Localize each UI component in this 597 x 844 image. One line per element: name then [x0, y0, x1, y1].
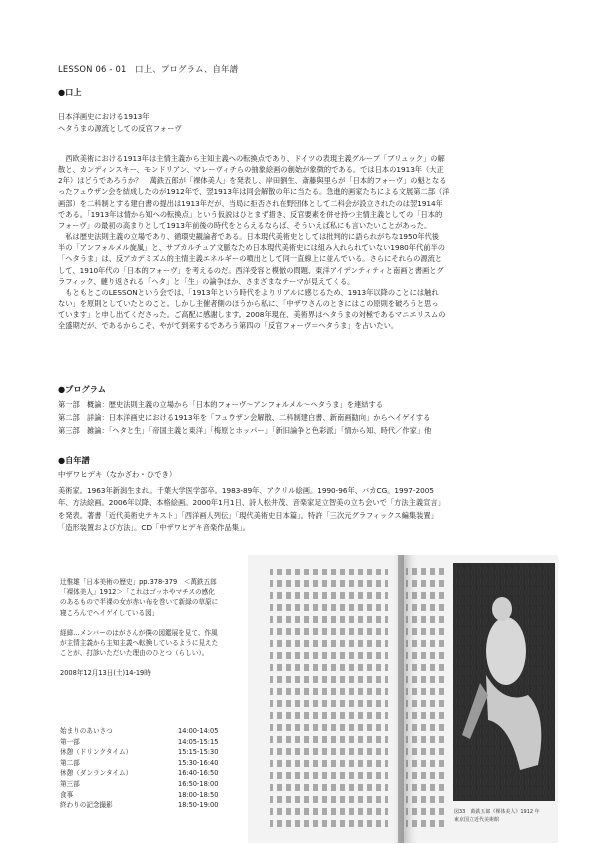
- book-spread-illustration: [248, 555, 558, 843]
- body-line: フォーヴ」の最初の高まりとして1913年前後の時代をとらえるならば、そういえば私にも言いたいことがあった。: [58, 220, 432, 230]
- side-note-line: 辻惟雄「日本美術の歴史」pp.378-379 ＜萬鉄五郎: [60, 578, 217, 586]
- lesson-title: LESSON 06 - 01 口上、プログラム、自年譜: [58, 64, 239, 74]
- schedule-row: [60, 779, 218, 790]
- body-line: 「ヘタうま」は、反アカデミズム的主情主義エネルギーの噴出として同一直線上に並んでいる。さらにそれらの源流と: [58, 254, 443, 264]
- schedule-row: [60, 768, 218, 779]
- schedule-time: 14:00-14:05: [178, 727, 219, 735]
- schedule-table: [60, 726, 218, 811]
- book-scan-image: [248, 555, 558, 843]
- schedule-row: [60, 800, 218, 811]
- body-line: 2年）はどうであろうか？ 萬鉄五郎が「裸体美人」を発表し、岸田劉生、斎藤與里らが「日本的フォーヴ」の魁となる: [58, 176, 447, 186]
- nenpu-line: 年、方法絵画。2006年以降、本格絵画。2000年1月1日、詩人松井茂、音楽家足立智美の立ち会いで「方法主義宣言」: [58, 498, 445, 508]
- nenpu-name: 中ザワヒデキ（なかざわ・ひでき）: [58, 470, 177, 479]
- body-line: ったフュウザン会を結成したのが1912年で、翌1913年は同会解散の年に当たる。急進的画家たちによる文展第二部（洋: [58, 187, 450, 197]
- program-part: 第三部: [58, 426, 80, 435]
- program-part: 第一部: [58, 400, 80, 409]
- koujou-heading: ●口上: [58, 87, 82, 97]
- body-line: ない」を原則としていたとのこと。しかし主催者側のほうから私に、「中ザワさんのときにはこの原則を破ろうと思っ: [58, 299, 439, 309]
- body-line: 画部）を二科制とする建白書の提出は1913年だが、当局に拒否され在野団体として二科会が設立されたのは翌1914年: [58, 198, 443, 208]
- schedule-row: [60, 726, 218, 737]
- program-row-2: [58, 413, 430, 423]
- program-part: 第二部: [58, 413, 80, 422]
- schedule-time: 18:00-18:50: [178, 790, 219, 799]
- program-text: 雑論：「ヘタと生」「帝国主義と東洋」「梅原とホッパー」「新旧論争と色彩派」「情から知、時代／作家」他: [87, 426, 432, 435]
- side-note-line: のあるもので半裸の女が赤い布を巻いて新緑の草原に: [60, 598, 219, 607]
- schedule-row: [60, 758, 218, 769]
- program-row-1: [58, 400, 383, 410]
- schedule-time: 16:40-16:50: [178, 769, 219, 778]
- spacer: [60, 618, 218, 628]
- side-note-line: 「裸体美人」1912＞「これはゴッホやマチスの感化: [60, 588, 215, 597]
- schedule-item: 第一部: [60, 737, 80, 746]
- body-line: 散と、カンディンスキー、モンドリアン、マレーヴィチらの抽象絵画の創始が象徴的である。では日本の1913年（大正: [58, 165, 444, 175]
- program-text: 詳論：日本洋画史における1913年を「フュウザン会解散、二科制建白書、新南画勧向」からヘイゲイする: [87, 413, 431, 422]
- schedule-time: 14:05-15:15: [178, 737, 219, 746]
- painting-caption-1: 図33 萬鉄五郎《裸体美人》1912 年: [454, 809, 540, 815]
- schedule-row: [60, 790, 218, 801]
- body-line: 私は歴史法則主義の立場であり、循環史観論者である。日本現代美術史としては批判的に語られがちな1950年代後: [58, 232, 439, 242]
- body-line: 全盛期だが、であるからこそ、やがて到来するであろう第四の「反官フォーヴ＝ヘタうま」を占いたい。: [58, 321, 399, 331]
- schedule-item: 食事: [60, 790, 74, 799]
- event-date: 2008年12月13日(土)14-19時: [60, 669, 151, 678]
- body-line: である。「1913年は情から知への転換点」という仮説はひとまず措き、反官要素を併せ持つ主情主義としての「日本的: [58, 209, 443, 219]
- nenpu-line: を発表。著書「近代美術史テキスト」「西洋画人列伝」「現代美術史日本篇」。特許「三次元グラフィックス編集装置」: [58, 510, 438, 520]
- body-line: 西欧美術における1913年は主情主義から主知主義への転換点であり、ドイツの表現主義グループ「ブリュック」の解: [58, 154, 445, 163]
- side-note: [60, 577, 218, 679]
- schedule-item: 休憩（ドリンクタイム）: [60, 748, 133, 757]
- schedule-item: 第三部: [60, 779, 80, 788]
- schedule-time: 18:50-19:00: [178, 801, 219, 810]
- schedule-row: [60, 747, 218, 758]
- body-line: ラフィック、縺り返される「ヘタ」と「生」の論争ほか、さまざまなテーマが見えてくる。: [58, 276, 355, 286]
- schedule-time: 16:50-18:00: [178, 779, 219, 788]
- side-note-line: が主情主義から主知主義へ転換しているように見えた: [60, 639, 219, 648]
- side-note-line: 経緯…メンバーのはがさんが僕の図鑑展を見て、作風: [60, 628, 218, 637]
- body-line: もともとこのLESSONという会では、「1913年という時代をよりリアルに感じるため、1913年以降のことには触れ: [58, 287, 439, 297]
- schedule-item: 終わりの記念撮影: [60, 801, 113, 810]
- spacer: [60, 658, 218, 668]
- schedule-item: 始まりのあいさつ: [60, 727, 113, 735]
- koujou-subtitle-2: ヘタうまの源流としての反官フォーヴ: [58, 124, 182, 133]
- nenpu-line: 美術家。1963年新潟生まれ。千葉大学医学部卒。1983-89年、アクリル絵画。1990-96年、バカCG。1997-2005: [58, 486, 434, 495]
- schedule-item: 第二部: [60, 758, 80, 767]
- body-line: ています」と申し出てくださった。ご高配に感謝します。2008年現在、美術界はヘタうまの対極であるマニエリスムの: [58, 310, 446, 320]
- schedule-time: 15:30-16:40: [178, 758, 219, 767]
- program-text: 概論：歴史法則主義の立場から「日本的フォーヴ〜アンフォルメル〜ヘタうま」を連結する: [87, 400, 384, 409]
- side-note-line: ことが、打診いただいた理由のひとつ（らしい）。: [60, 649, 209, 658]
- program-heading: ●プログラム: [58, 384, 106, 394]
- program-row-3: [58, 426, 431, 436]
- body-line: 半の「アンフォルメル旋風」と、サブカルチュア文脈なため日本現代美術史には組み入れられていない1980年代前半の: [58, 243, 446, 253]
- body-line: して、1910年代の「日本的フォーヴ」を考えるのだ。西洋受容と模倣の問題、東洋アイデンティティと南画と書画とグ: [58, 265, 444, 275]
- painting-caption-2: 東京国立近代美術館: [454, 817, 500, 823]
- schedule-row: [60, 737, 218, 748]
- schedule-item: 休憩（ダンランタイム）: [60, 769, 133, 778]
- schedule-time: 15:15-15:30: [178, 748, 219, 757]
- nenpu-heading: ●自年譜: [58, 455, 90, 465]
- nenpu-line: 「造形装置および方法」。CD「中ザワヒデキ音楽作品集」。: [58, 523, 250, 533]
- koujou-body: [58, 153, 546, 332]
- koujou-subtitle-1: 日本洋画史における1913年: [58, 112, 150, 121]
- side-note-line: 寝ころんでヘイゲイしている図」: [60, 608, 159, 617]
- nenpu-body: [58, 485, 546, 535]
